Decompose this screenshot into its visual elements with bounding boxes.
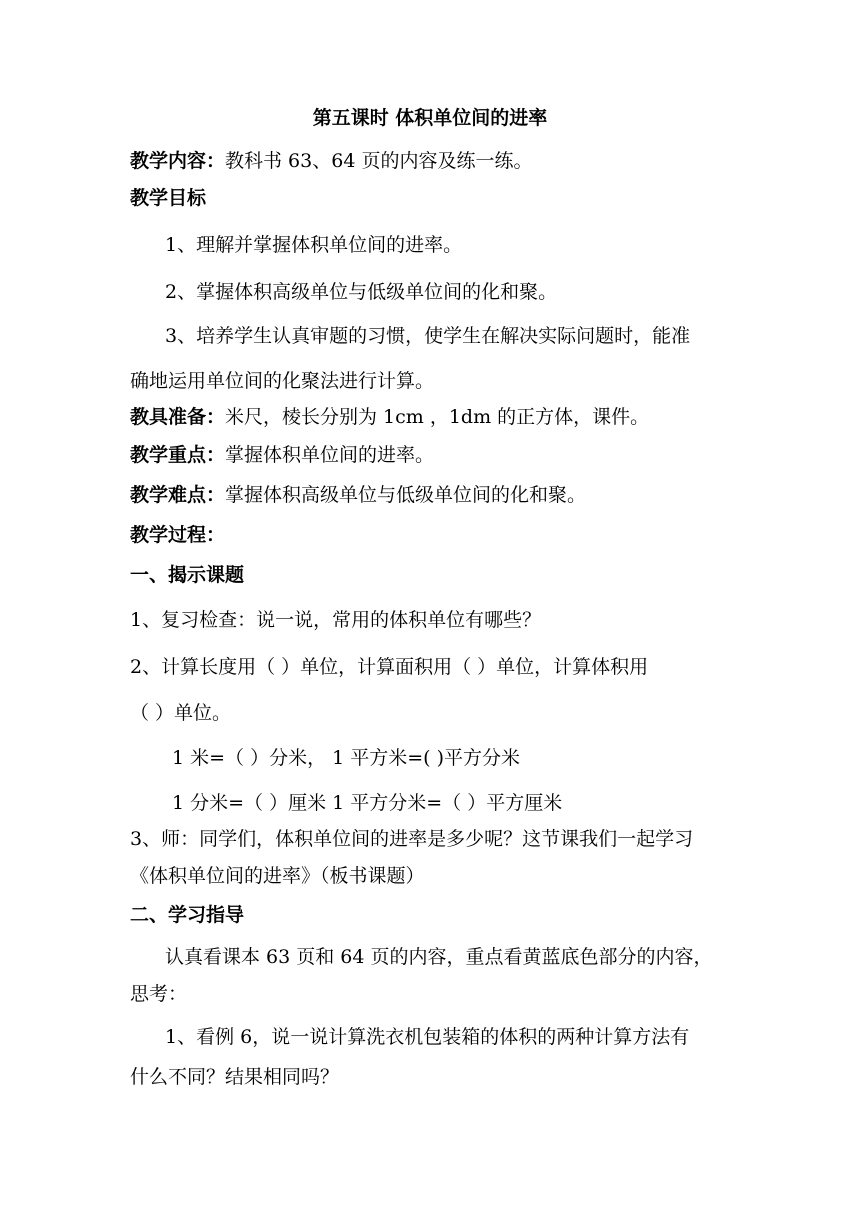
section1-heading: 一、揭示课题 [130,564,245,586]
teaching-content-line [130,149,532,173]
section2-line-1: 认真看课本 63 页和 64 页的内容，重点看黄蓝底色部分的内容， [165,946,713,968]
section2-line-4: 什么不同？结果相同吗？ [130,1066,340,1088]
objective-item-2: 2、掌握体积高级单位与低级单位间的化和聚。 [165,281,558,303]
teaching-content-text: 教科书 63、64 页的内容及练一练。 [225,150,533,172]
teaching-content-label: 教学内容： [130,150,226,172]
difficulty-text: 掌握体积高级单位与低级单位间的化和聚。 [225,484,587,506]
key-point-label: 教学重点： [130,444,226,466]
key-point-line [130,443,434,467]
objectives-heading: 教学目标 [130,187,207,209]
section1-line-4: 1 米=（ ）分米， 1 平方米=( )平方分米 [172,747,521,769]
section1-line-5: 1 分米=（ ）厘米 1 平方分米=（ ）平方厘米 [172,792,563,814]
objective-item-3-cont: 确地运用单位间的化聚法进行计算。 [130,370,435,392]
difficulty-line [130,483,586,507]
section2-line-3: 1、看例 6，说一说计算洗衣机包装箱的体积的两种计算方法有 [165,1026,690,1048]
section1-line-1: 1、复习检查：说一说，常用的体积单位有哪些？ [130,609,542,631]
lesson-title: 第五课时 体积单位间的进率 [312,107,548,129]
section1-line-3: （ ）单位。 [130,702,232,724]
difficulty-label: 教学难点： [130,484,226,506]
objective-item-1: 1、理解并掌握体积单位间的进率。 [165,234,463,256]
tools-label: 教具准备： [130,406,226,428]
tools-line [130,405,649,429]
section2-line-2: 思考： [130,983,188,1005]
section1-line-7: 《体积单位间的进率》（板书课题） [130,865,425,887]
section1-line-6: 3、师：同学们，体积单位间的进率是多少呢？这节课我们一起学习 [130,828,694,850]
key-point-text: 掌握体积单位间的进率。 [225,444,435,466]
objective-item-3: 3、培养学生认真审题的习惯，使学生在解决实际问题时，能准 [165,325,691,347]
section1-line-2: 2、计算长度用（ ）单位，计算面积用（ ）单位，计算体积用 [130,656,649,678]
section2-heading: 二、学习指导 [130,904,245,926]
process-label: 教学过程： [130,524,226,546]
tools-text: 米尺，棱长分别为 1cm ，1dm 的正方体，课件。 [225,406,650,428]
